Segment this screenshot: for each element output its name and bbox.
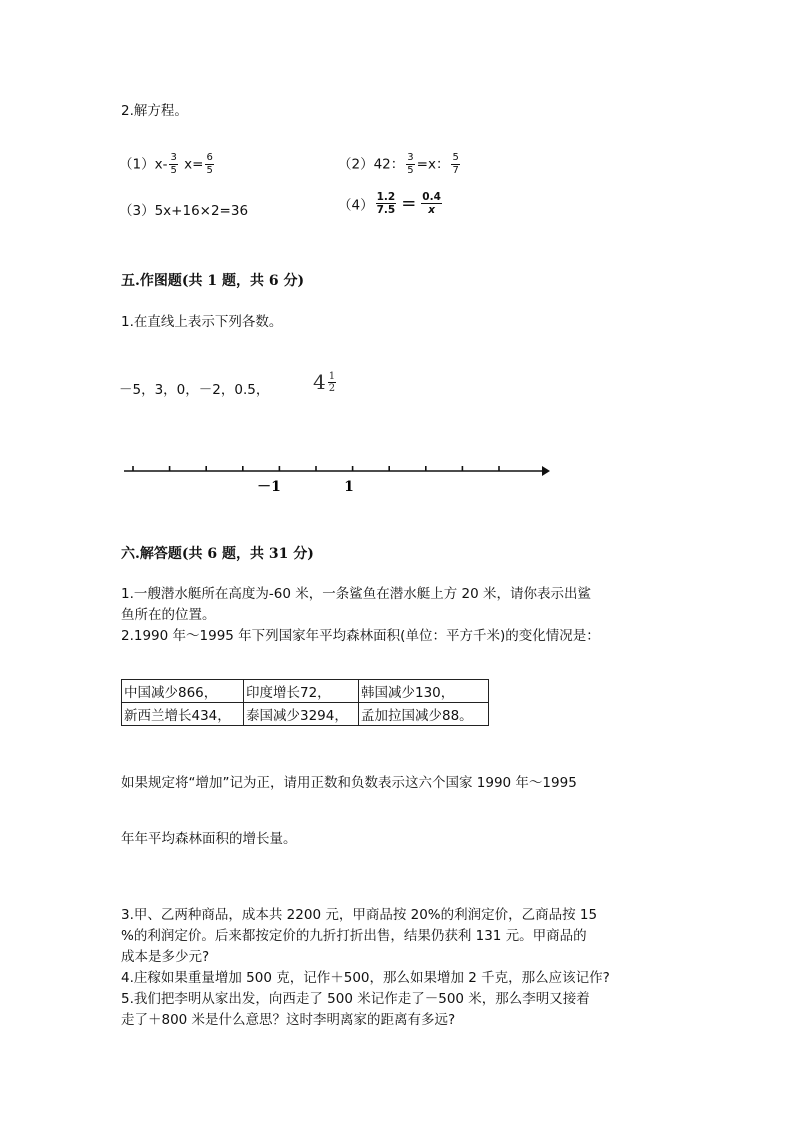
section-6-q1-line1: 1.一艘潜水艇所在高度为-60 米，一条鲨鱼在潜水艇上方 20 米，请你表示出鲨 <box>121 586 591 602</box>
fraction-denominator: 2 <box>328 382 336 394</box>
table-cell: 印度增长72， <box>244 680 359 703</box>
fraction-denominator: 7.5 <box>376 204 396 216</box>
number-line-label-1: 1 <box>344 479 354 495</box>
equation-4 <box>338 191 444 216</box>
fraction <box>205 152 213 177</box>
section-6-q3-line1: 3.甲、乙两种商品，成本共 2200 元，甲商品按 20%的利润定价，乙商品按 15 <box>121 907 598 923</box>
section-6-q5-line2: 走了＋800 米是什么意思？这时李明离家的距离有多远? <box>121 1012 456 1028</box>
fraction-denominator: x <box>428 204 435 216</box>
table-cell: 韩国减少130， <box>359 680 489 703</box>
equation-1-prefix: （1）x- <box>119 156 168 173</box>
section-6-q2-after-line2: 年年平均森林面积的增长量。 <box>121 831 297 847</box>
section-6-q4: 4.庄稼如果重量增加 500 克，记作＋500，那么如果增加 2 千克，那么应该记作? <box>121 970 610 986</box>
fraction <box>421 191 442 216</box>
table-row <box>122 703 489 726</box>
fraction-numerator: 5 <box>452 152 459 163</box>
equation-1 <box>119 152 216 177</box>
number-line <box>122 462 554 498</box>
fraction-denominator: 7 <box>452 165 459 176</box>
equation-2-middle: =x： <box>416 156 450 173</box>
fraction <box>169 152 177 177</box>
equation-3: （3）5x+16×2=36 <box>119 203 249 219</box>
section-6-q2-line: 2.1990 年～1995 年下列国家年平均森林面积(单位：平方千米)的变化情况是： <box>121 628 600 644</box>
section-6-q3-line2: %的利润定价。后来都按定价的九折打折出售，结果仍获利 131 元。甲商品的 <box>121 928 587 944</box>
question-2-title: 2.解方程。 <box>121 103 188 119</box>
fraction-numerator: 1.2 <box>376 191 396 203</box>
mixed-number <box>313 370 338 394</box>
table-cell: 孟加拉国减少88。 <box>359 703 489 726</box>
fraction-numerator: 6 <box>206 152 213 163</box>
mixed-number-whole: 4 <box>313 370 326 394</box>
section-6-title: 六.解答题(共 6 题，共 31 分) <box>121 546 314 562</box>
fraction-denominator: 5 <box>206 165 213 176</box>
section-6-q5-line1: 5.我们把李明从家出发，向西走了 500 米记作走了－500 米，那么李明又接着 <box>121 991 590 1007</box>
equation-2 <box>338 152 462 177</box>
table-row <box>122 680 489 703</box>
fraction-numerator: 0.4 <box>422 191 441 203</box>
table-cell: 新西兰增长434， <box>122 703 244 726</box>
section-5-question-1: 1.在直线上表示下列各数。 <box>121 314 283 330</box>
fraction <box>376 191 397 216</box>
fraction-denominator: 5 <box>170 165 177 176</box>
section-6-q3-line3: 成本是多少元? <box>121 949 210 965</box>
fraction <box>328 371 336 394</box>
table-cell: 中国减少866， <box>122 680 244 703</box>
equation-4-prefix: （4） <box>338 197 374 214</box>
number-line-label-neg-1: －1 <box>257 479 281 495</box>
fraction-denominator: 5 <box>407 165 414 176</box>
section-6-q2-after-line1: 如果规定将“增加”记为正，请用正数和负数表示这六个国家 1990 年～1995 <box>121 775 577 791</box>
section-5-title: 五.作图题(共 1 题，共 6 分) <box>121 273 305 289</box>
fraction-numerator: 3 <box>407 152 414 163</box>
forest-area-table <box>121 679 489 726</box>
equals-sign: = <box>401 193 417 214</box>
fraction <box>406 152 414 177</box>
number-line-arrow <box>542 466 550 476</box>
numbers-list: －5，3，0，－2，0.5， <box>119 382 270 398</box>
table-cell: 泰国减少3294， <box>244 703 359 726</box>
equation-2-prefix: （2）42： <box>338 156 405 173</box>
equation-1-middle: x= <box>184 156 204 173</box>
section-6-q1-line2: 鱼所在的位置。 <box>121 607 216 623</box>
fraction-numerator: 3 <box>170 152 177 163</box>
fraction <box>451 152 459 177</box>
fraction-numerator: 1 <box>328 370 336 382</box>
